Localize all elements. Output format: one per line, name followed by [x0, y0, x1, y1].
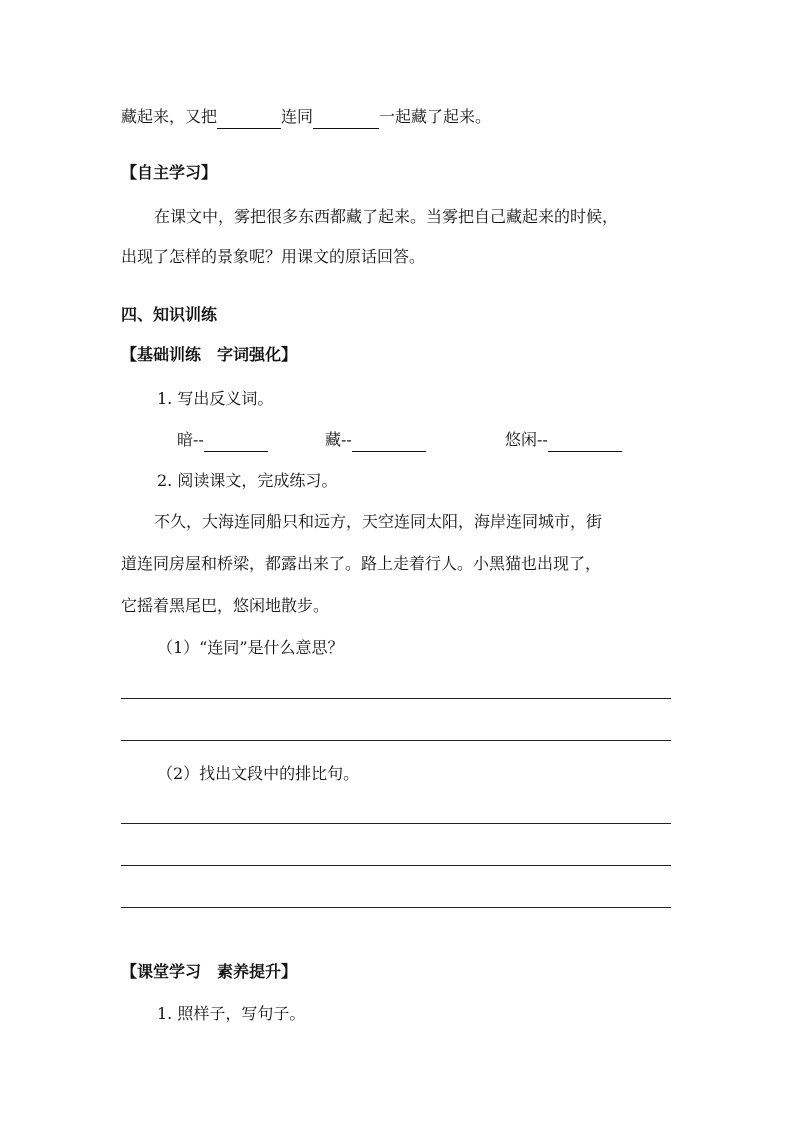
- basic-training-heading: 【基础训练 字词强化】: [121, 345, 298, 364]
- antonym-label: 暗--: [177, 430, 204, 449]
- sentence-part-1: 藏起来，又把: [121, 107, 218, 126]
- antonym-label: 藏--: [325, 430, 352, 449]
- antonym-item-an: [177, 428, 268, 452]
- answer-line[interactable]: [121, 907, 671, 908]
- answer-blank-2[interactable]: [313, 112, 379, 129]
- antonym-instruction: 1. 写出反义词。: [157, 389, 274, 408]
- answer-line[interactable]: [121, 698, 671, 699]
- passage-line-3: 它摇着黑尾巴，悠闲地散步。: [121, 596, 330, 615]
- antonym-item-youxian: [505, 428, 622, 452]
- reading-instruction: 2. 阅读课文，完成练习。: [157, 471, 338, 490]
- antonym-blank[interactable]: [548, 435, 622, 452]
- sentence-instruction: 1. 照样子，写句子。: [157, 1004, 306, 1023]
- self-study-question-line-2: 出现了怎样的景象呢？用课文的原话回答。: [121, 247, 426, 266]
- answer-line[interactable]: [121, 823, 671, 824]
- passage-line-1: 不久，大海连同船只和远方，天空连同太阳，海岸连同城市，街: [154, 512, 603, 531]
- answer-line[interactable]: [121, 865, 671, 866]
- sentence-part-2: 连同: [281, 107, 314, 126]
- classroom-heading: 【课堂学习 素养提升】: [121, 962, 298, 981]
- passage-line-2: 道连同房屋和桥梁，都露出来了。路上走着行人。小黑猫也出现了，: [121, 554, 602, 573]
- self-study-question-line-1: 在课文中，雾把很多东西都藏了起来。当雾把自己藏起来的时候，: [154, 207, 619, 226]
- antonym-blank[interactable]: [352, 435, 426, 452]
- answer-line[interactable]: [121, 740, 671, 741]
- self-study-heading: 【自主学习】: [121, 163, 218, 182]
- question-2: （2）找出文段中的排比句。: [157, 764, 360, 783]
- fill-in-sentence: [121, 105, 491, 129]
- sentence-part-3: 一起藏了起来。: [379, 107, 492, 126]
- antonym-blank[interactable]: [204, 435, 268, 452]
- antonym-label: 悠闲--: [505, 430, 548, 449]
- answer-blank-1[interactable]: [217, 112, 281, 129]
- antonym-item-cang: [325, 428, 426, 452]
- section-title: 四、知识训练: [121, 305, 218, 324]
- question-1: （1）“连同”是什么意思？: [157, 638, 344, 657]
